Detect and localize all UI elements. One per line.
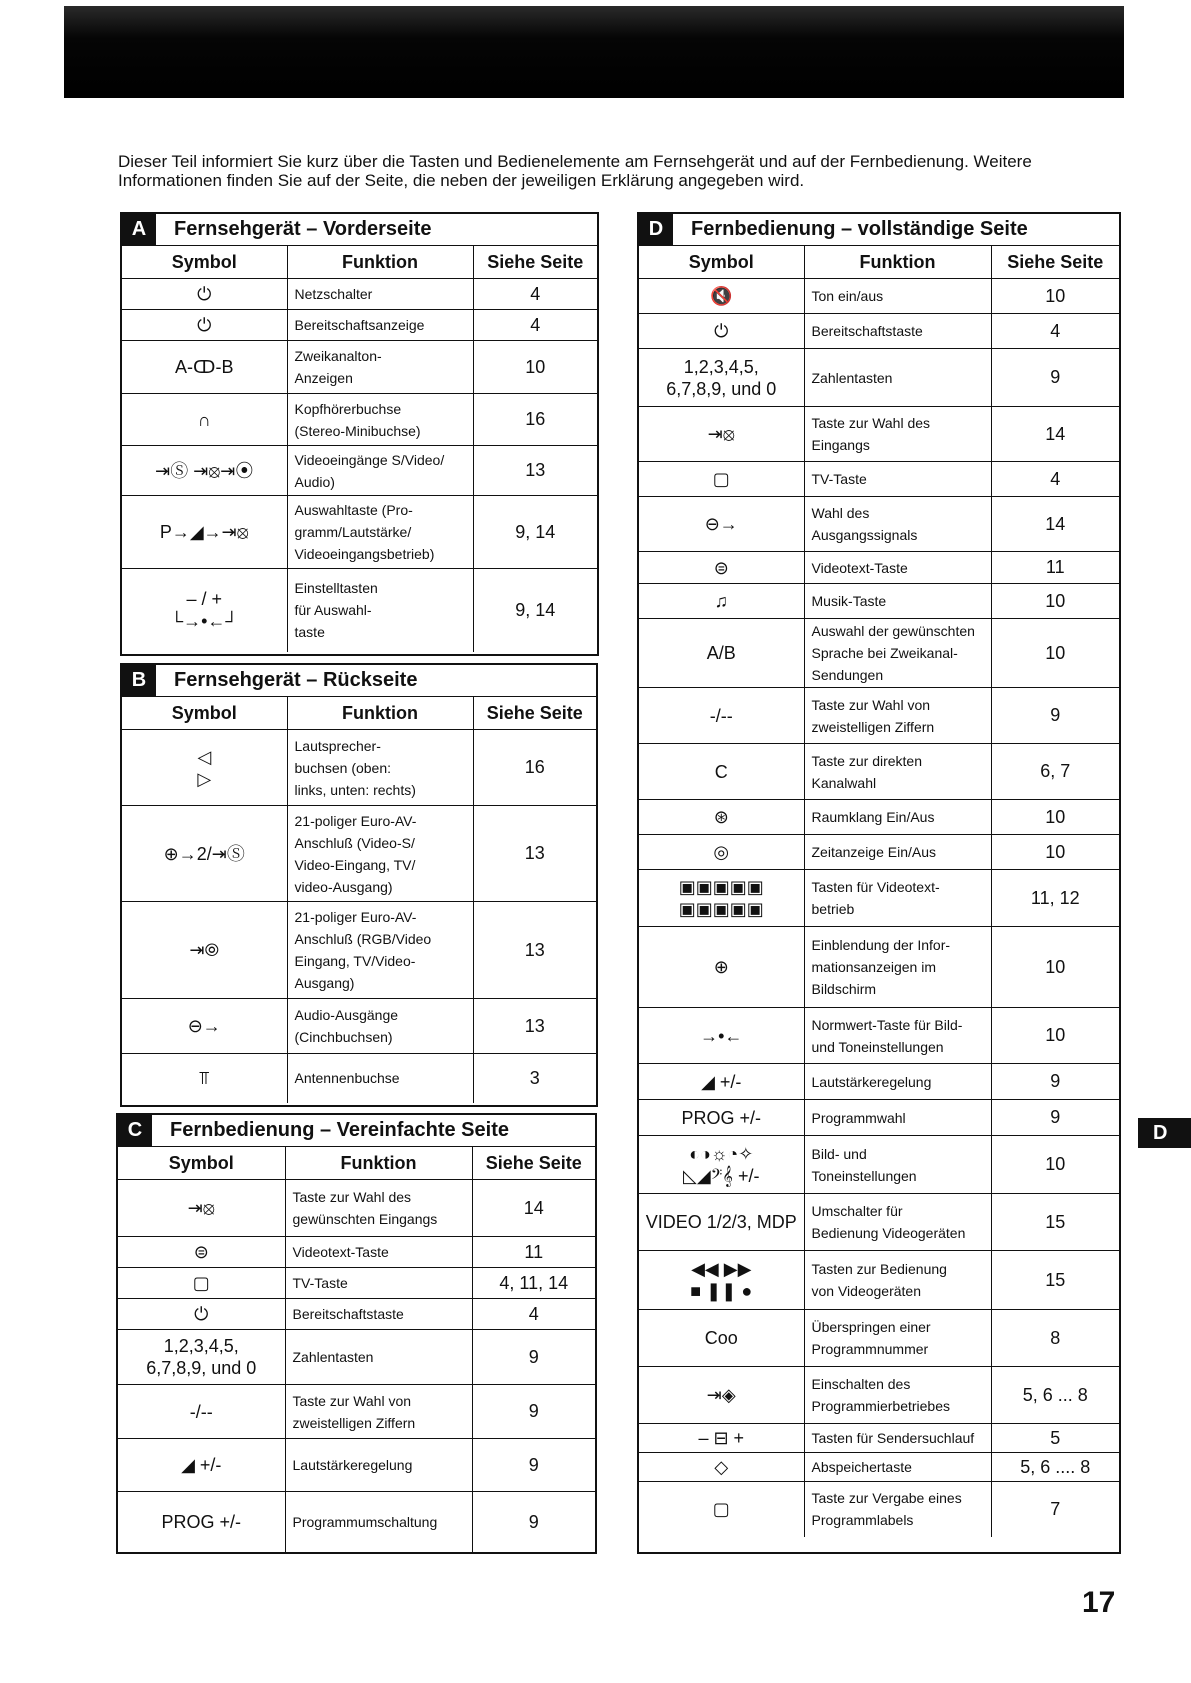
symbol-cell: ⊕ [639, 927, 804, 1008]
column-header-function: Funktion [287, 697, 473, 730]
section-header [122, 214, 597, 246]
symbol-cell: ⏻ [122, 279, 287, 310]
page-cell: 10 [991, 927, 1119, 1008]
table-row [639, 835, 1119, 870]
table-row [122, 496, 597, 569]
page-cell: 9, 14 [473, 569, 597, 652]
page-cell: 11, 12 [991, 870, 1119, 927]
table-row [122, 446, 597, 496]
header-bar [64, 6, 1124, 98]
function-cell: Audio-Ausgänge (Cinchbuchsen) [287, 999, 473, 1054]
page-cell: 15 [991, 1251, 1119, 1310]
section-letter: C [118, 1115, 152, 1146]
function-cell: Auswahltaste (Pro- gramm/Lautstärke/ Videoeingangsbetrieb) [287, 496, 473, 569]
section-letter: B [122, 665, 156, 696]
function-cell: Überspringen einer Programmnummer [804, 1310, 991, 1367]
page-cell: 10 [991, 800, 1119, 835]
section-title: Fernsehgerät – Vorderseite [174, 218, 432, 240]
table-row [639, 1194, 1119, 1251]
symbol-cell: ⊖→ [122, 999, 287, 1054]
column-header-page: Siehe Seite [472, 1147, 595, 1180]
function-cell: Musik-Taste [804, 584, 991, 619]
page-cell: 10 [991, 835, 1119, 870]
symbol-cell: →•← [639, 1008, 804, 1064]
symbol-table [122, 246, 597, 652]
section-title: Fernbedienung – vollständige Seite [691, 218, 1028, 240]
symbol-cell: ⊜ [118, 1237, 285, 1268]
symbol-cell: – ⊟ + [639, 1424, 804, 1453]
symbol-cell: ⊖→ [639, 497, 804, 552]
page-cell: 9 [991, 349, 1119, 407]
side-tab: D [1138, 1118, 1191, 1148]
page-cell: 13 [473, 446, 597, 496]
symbol-cell: ⊕→2/⇥Ⓢ [122, 806, 287, 902]
function-cell: Tasten zur Bedienung von Videogeräten [804, 1251, 991, 1310]
page-cell: 4 [991, 314, 1119, 349]
function-cell: Tasten für Videotext- betrieb [804, 870, 991, 927]
function-cell: Taste zur direkten Kanalwahl [804, 744, 991, 800]
section-d [637, 212, 1121, 1554]
page-cell: 7 [991, 1482, 1119, 1537]
table-row [122, 1054, 596, 1103]
symbol-cell: ◐◑☼◔✧ ◺◢𝄢𝄞 +/- [639, 1136, 804, 1194]
table-row [639, 744, 1119, 800]
page-cell: 4 [473, 310, 597, 341]
symbol-cell: P→◢→⇥⦻ [122, 496, 287, 569]
function-cell: Antennenbuchse [287, 1054, 473, 1103]
page-cell: 9 [472, 1492, 595, 1553]
symbol-cell: 1,2,3,4,5, 6,7,8,9, und 0 [639, 349, 804, 407]
function-cell: Einstelltasten für Auswahl- taste [287, 569, 473, 652]
page-cell: 10 [991, 1008, 1119, 1064]
column-header-function: Funktion [287, 246, 473, 279]
symbol-cell: ▢ [118, 1268, 285, 1299]
table-row [639, 1008, 1119, 1064]
function-cell: Umschalter für Bedienung Videogeräten [804, 1194, 991, 1251]
page-cell: 13 [473, 806, 596, 902]
function-cell: 21-poliger Euro-AV- Anschluß (RGB/Video Eingang, TV/Video- Ausgang) [287, 902, 473, 999]
page-cell: 9, 14 [473, 496, 597, 569]
symbol-cell: Coo [639, 1310, 804, 1367]
function-cell: Lautstärkeregelung [804, 1064, 991, 1100]
table-row [639, 349, 1119, 407]
function-cell: Bereitschaftstaste [285, 1299, 472, 1330]
table-row [118, 1180, 595, 1237]
section-title: Fernbedienung – Vereinfachte Seite [170, 1119, 509, 1141]
page-cell: 3 [473, 1054, 596, 1103]
table-row [122, 902, 596, 999]
page-cell: 4, 11, 14 [472, 1268, 595, 1299]
page-cell: 9 [991, 1100, 1119, 1136]
column-header-symbol: Symbol [122, 697, 287, 730]
page-cell: 14 [991, 407, 1119, 462]
table-row [122, 569, 597, 652]
page-cell: 16 [473, 730, 596, 806]
page-cell: 13 [473, 902, 596, 999]
section-letter: D [639, 214, 673, 245]
table-row [118, 1237, 595, 1268]
symbol-cell: ◎ [639, 835, 804, 870]
function-cell: Zeitanzeige Ein/Aus [804, 835, 991, 870]
page-cell: 4 [472, 1299, 595, 1330]
symbol-cell: 1,2,3,4,5, 6,7,8,9, und 0 [118, 1330, 285, 1385]
function-cell: Lautsprecher- buchsen (oben: links, unten: rechts) [287, 730, 473, 806]
function-cell: Netzschalter [287, 279, 473, 310]
symbol-cell: ▣▣▣▣▣ ▣▣▣▣▣ [639, 870, 804, 927]
page-cell: 11 [472, 1237, 595, 1268]
page-cell: 11 [991, 552, 1119, 584]
table-row [118, 1299, 595, 1330]
function-cell: Bereitschaftsanzeige [287, 310, 473, 341]
table-row [639, 497, 1119, 552]
symbol-cell: ◁ ▷ [122, 730, 287, 806]
function-cell: Wahl des Ausgangssignals [804, 497, 991, 552]
page-cell: 9 [472, 1385, 595, 1439]
column-header-symbol: Symbol [122, 246, 287, 279]
function-cell: Taste zur Wahl von zweistelligen Ziffern [285, 1385, 472, 1439]
function-cell: Abspeichertaste [804, 1453, 991, 1482]
symbol-cell: ⫪ [122, 1054, 287, 1103]
page-cell: 9 [991, 688, 1119, 744]
function-cell: Ton ein/aus [804, 279, 991, 314]
symbol-cell: -/-- [639, 688, 804, 744]
function-cell: Programmwahl [804, 1100, 991, 1136]
page-cell: 9 [991, 1064, 1119, 1100]
intro-text: Dieser Teil informiert Sie kurz über die Tasten und Bedienelemente am Fernsehgerät und auf der Fernbedienung. Weitere Informationen finden Sie auf der Seite, die neben der jeweiligen Erklärung angegeben wird. [118, 152, 1032, 190]
function-cell: Einschalten des Programmierbetriebes [804, 1367, 991, 1424]
column-header-page: Siehe Seite [991, 246, 1119, 279]
table-row [118, 1330, 595, 1385]
page-cell: 9 [472, 1439, 595, 1492]
table-row [639, 1100, 1119, 1136]
table-row [639, 1136, 1119, 1194]
table-row [118, 1439, 595, 1492]
page-cell: 4 [473, 279, 597, 310]
column-header-function: Funktion [285, 1147, 472, 1180]
table-row [639, 584, 1119, 619]
table-row [122, 279, 597, 310]
table-row [118, 1385, 595, 1439]
table-row [639, 688, 1119, 744]
column-header-symbol: Symbol [639, 246, 804, 279]
section-title: Fernsehgerät – Rückseite [174, 669, 418, 691]
page-cell: 10 [991, 279, 1119, 314]
symbol-cell: -/-- [118, 1385, 285, 1439]
function-cell: Kopfhörerbuchse (Stereo-Minibuchse) [287, 394, 473, 446]
table-row [122, 730, 596, 806]
function-cell: Taste zur Wahl des Eingangs [804, 407, 991, 462]
function-cell: Auswahl der gewünschten Sprache bei Zweikanal- Sendungen [804, 619, 991, 688]
function-cell: Videotext-Taste [285, 1237, 472, 1268]
page-cell: 14 [472, 1180, 595, 1237]
function-cell: TV-Taste [285, 1268, 472, 1299]
symbol-cell: ⏻ [118, 1299, 285, 1330]
table-row [639, 1424, 1119, 1453]
function-cell: Videotext-Taste [804, 552, 991, 584]
column-header-page: Siehe Seite [473, 697, 596, 730]
page-cell: 8 [991, 1310, 1119, 1367]
page-cell: 13 [473, 999, 596, 1054]
table-row [122, 806, 596, 902]
section-a [120, 212, 599, 656]
symbol-cell: PROG +/- [118, 1492, 285, 1553]
page-cell: 14 [991, 497, 1119, 552]
table-row [122, 394, 597, 446]
function-cell: Taste zur Wahl des gewünschten Eingangs [285, 1180, 472, 1237]
page-cell: 5, 6 .... 8 [991, 1453, 1119, 1482]
symbol-cell: 🔇 [639, 279, 804, 314]
symbol-cell: A-ↀ-B [122, 341, 287, 394]
symbol-cell: ⇥◈ [639, 1367, 804, 1424]
symbol-cell: ⏻ [639, 314, 804, 349]
symbol-cell: ◢ +/- [639, 1064, 804, 1100]
symbol-table [639, 246, 1119, 1537]
page-cell: 16 [473, 394, 597, 446]
function-cell: Bereitschaftstaste [804, 314, 991, 349]
function-cell: Programmumschaltung [285, 1492, 472, 1553]
function-cell: TV-Taste [804, 462, 991, 497]
symbol-cell: ◀◀ ▶▶ ■ ❚❚ ● [639, 1251, 804, 1310]
function-cell: Taste zur Wahl von zweistelligen Ziffern [804, 688, 991, 744]
function-cell: Tasten für Sendersuchlauf [804, 1424, 991, 1453]
column-header-page: Siehe Seite [473, 246, 597, 279]
table-row [639, 279, 1119, 314]
symbol-cell: ⇥⦾ [122, 902, 287, 999]
symbol-table [122, 697, 596, 1103]
function-cell: 21-poliger Euro-AV- Anschluß (Video-S/ Video-Eingang, TV/ video-Ausgang) [287, 806, 473, 902]
symbol-cell: C [639, 744, 804, 800]
function-cell: Taste zur Vergabe eines Programmlabels [804, 1482, 991, 1537]
section-c [116, 1113, 597, 1554]
symbol-cell: A/B [639, 619, 804, 688]
symbol-cell: ⇥⦻ [118, 1180, 285, 1237]
table-row [639, 870, 1119, 927]
table-row [118, 1268, 595, 1299]
symbol-cell: ⏻ [122, 310, 287, 341]
symbol-cell: ▢ [639, 1482, 804, 1537]
symbol-cell: ◇ [639, 1453, 804, 1482]
table-row [639, 1251, 1119, 1310]
page-cell: 5, 6 ... 8 [991, 1367, 1119, 1424]
symbol-cell: ⇥⦻ [639, 407, 804, 462]
page-cell: 15 [991, 1194, 1119, 1251]
table-row [639, 314, 1119, 349]
symbol-cell: ∩ [122, 394, 287, 446]
symbol-cell: – / + └→•←┘ [122, 569, 287, 652]
page-cell: 10 [991, 1136, 1119, 1194]
column-header-function: Funktion [804, 246, 991, 279]
table-row [639, 800, 1119, 835]
table-row [122, 341, 597, 394]
page-cell: 5 [991, 1424, 1119, 1453]
table-row [639, 462, 1119, 497]
table-row [639, 1310, 1119, 1367]
table-row [639, 552, 1119, 584]
symbol-table [118, 1147, 595, 1553]
symbol-cell: VIDEO 1/2/3, MDP [639, 1194, 804, 1251]
symbol-cell: ⊛ [639, 800, 804, 835]
function-cell: Zahlentasten [804, 349, 991, 407]
function-cell: Zweikanalton- Anzeigen [287, 341, 473, 394]
function-cell: Einblendung der Infor- mationsanzeigen im Bildschirm [804, 927, 991, 1008]
column-header-symbol: Symbol [118, 1147, 285, 1180]
function-cell: Normwert-Taste für Bild- und Toneinstellungen [804, 1008, 991, 1064]
function-cell: Zahlentasten [285, 1330, 472, 1385]
page-cell: 10 [991, 619, 1119, 688]
table-row [122, 310, 597, 341]
section-letter: A [122, 214, 156, 245]
table-row [639, 1367, 1119, 1424]
table-row [639, 619, 1119, 688]
page-number: 17 [1082, 1586, 1116, 1619]
page-cell: 6, 7 [991, 744, 1119, 800]
symbol-cell: PROG +/- [639, 1100, 804, 1136]
table-row [639, 927, 1119, 1008]
function-cell: Raumklang Ein/Aus [804, 800, 991, 835]
page-cell: 9 [472, 1330, 595, 1385]
symbol-cell: ⊜ [639, 552, 804, 584]
table-row [122, 999, 596, 1054]
table-row [639, 1453, 1119, 1482]
function-cell: Lautstärkeregelung [285, 1439, 472, 1492]
section-header [639, 214, 1119, 246]
section-header [118, 1115, 595, 1147]
table-row [118, 1492, 595, 1553]
page-cell: 10 [473, 341, 597, 394]
table-row [639, 1064, 1119, 1100]
function-cell: Videoeingänge S/Video/ Audio) [287, 446, 473, 496]
symbol-cell: ◢ +/- [118, 1439, 285, 1492]
table-row [639, 1482, 1119, 1537]
section-b [120, 663, 598, 1107]
section-header [122, 665, 596, 697]
function-cell: Bild- und Toneinstellungen [804, 1136, 991, 1194]
symbol-cell: ⇥Ⓢ ⇥⦻⇥⦿ [122, 446, 287, 496]
table-row [639, 407, 1119, 462]
symbol-cell: ▢ [639, 462, 804, 497]
page-cell: 10 [991, 584, 1119, 619]
page-cell: 4 [991, 462, 1119, 497]
symbol-cell: ♫ [639, 584, 804, 619]
